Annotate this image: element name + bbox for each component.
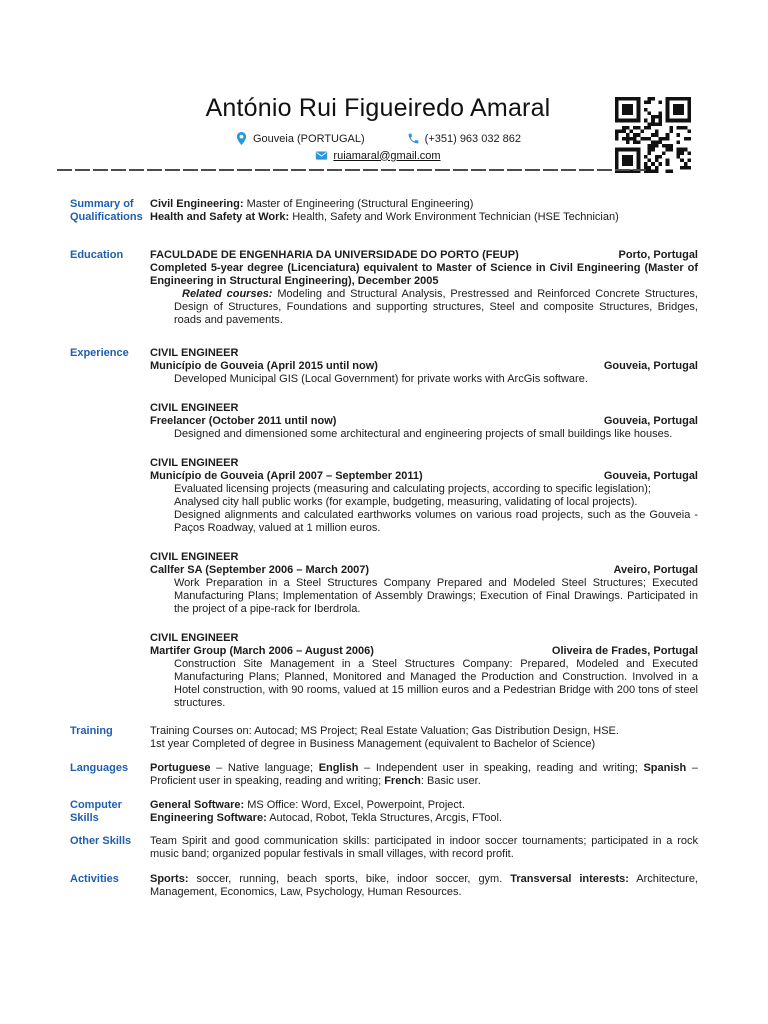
phone-icon: [407, 132, 420, 145]
job-description: Construction Site Management in a Steel Structures Company: Prepared, Modeled and Executed Manufacturing Plans; Planned, Monitored and Managed the Production and Construction. Involved in a Hotel construction, with 90 rooms, valued at 15 million euros and a Pedestrian Bridge with 200 tons of steel structures.: [174, 658, 698, 709]
contact-location: [235, 132, 365, 145]
job-company: Município de Gouveia (April 2007 – September 2011): [150, 470, 423, 482]
school-location: Porto, Portugal: [618, 249, 698, 261]
job-company: Freelancer (October 2011 until now): [150, 415, 337, 427]
section-other-skills: [70, 835, 698, 861]
job-entry: [150, 402, 698, 441]
languages-content: Portuguese – Native language; English – Independent user in speaking, reading and writing; Spanish – Proficient user in speaking, reading and writing; French: Basic user.: [150, 762, 698, 787]
contact-location-text: Gouveia (PORTUGAL): [252, 132, 365, 145]
education-content: [150, 249, 698, 327]
envelope-icon: [315, 149, 328, 162]
job-company: Município de Gouveia (April 2015 until now): [150, 360, 378, 372]
section-label-languages: Languages: [70, 762, 129, 774]
training-line: 1st year Completed of degree in Business Management (equivalent to Bachelor of Science): [150, 738, 596, 750]
job-company: Martifer Group (March 2006 – August 2006): [150, 645, 374, 657]
job-entry: [150, 551, 698, 616]
training-line: Training Courses on: Autocad; MS Project; Real Estate Valuation; Gas Distribution Design, HSE.: [150, 725, 619, 737]
section-training: [70, 725, 698, 751]
activities-content: Sports: soccer, running, beach sports, bike, indoor soccer, gym. Transversal interests: Architecture, Management, Economics, Law, Psychology, Human Resources.: [150, 873, 698, 898]
section-summary: [70, 198, 698, 224]
contact-phone: [407, 132, 521, 145]
qr-code: [615, 97, 691, 173]
related-courses: Related courses: Modeling and Structural Analysis, Prestressed and Reinforced Concrete Structures, Design of Structures, Foundations and supporting structures, Steel and composite Structures, Bridges, roads and pavements.: [174, 288, 698, 326]
job-location: Gouveia, Portugal: [603, 415, 698, 427]
summary-line: Health and Safety at Work: Health, Safety and Work Environment Technician (HSE Technician): [150, 211, 619, 223]
job-title: CIVIL ENGINEER: [150, 402, 239, 414]
job-entry: [150, 632, 698, 710]
job-location: Gouveia, Portugal: [603, 470, 698, 482]
job-description: Designed and dimensioned some architectural and engineering projects of small buildings like houses.: [174, 428, 673, 440]
experience-content: [150, 347, 698, 710]
header-divider: [57, 169, 646, 171]
section-label-other-skills: Other Skills: [70, 835, 132, 847]
job-company-line: [150, 415, 698, 428]
degree-line: Completed 5-year degree (Licenciatura) equivalent to Master of Science in Civil Engineering (Master of Engineering in Structural Engineering), December 2005: [150, 262, 698, 287]
other-skills-content: Team Spirit and good communication skills: participated in indoor soccer tournaments; participated in a rock music band; organized popular festivals in small villages, with record profit.: [150, 835, 698, 860]
section-label-education: Education: [70, 249, 124, 261]
job-description: Developed Municipal GIS (Local Government) for private works with ArcGis software.: [174, 373, 588, 385]
job-description: Work Preparation in a Steel Structures Company Prepared and Modeled Steel Structures; Executed Manufacturing Plans; Implementation of Assembly Drawings; Execution of Final Drawings. Participated in the project of a pipe-rack for Iberdrola.: [174, 577, 698, 615]
job-title: CIVIL ENGINEER: [150, 347, 239, 359]
section-computer-skills: [70, 799, 698, 825]
section-languages: [70, 762, 698, 788]
job-title: CIVIL ENGINEER: [150, 551, 239, 563]
job-location: Aveiro, Portugal: [613, 564, 698, 576]
job-company-line: [150, 470, 698, 483]
education-school-line: [150, 249, 698, 262]
school-name: FACULDADE DE ENGENHARIA DA UNIVERSIDADE DO PORTO (FEUP): [150, 249, 519, 261]
job-description-line: Designed alignments and calculated earthworks volumes on various road projects, such as the Gouveia - Paços Roadway, valued at 1 million euros.: [174, 509, 698, 534]
section-activities: [70, 873, 698, 899]
job-entry: [150, 347, 698, 386]
contact-phone-text: (+351) 963 032 862: [424, 132, 521, 145]
section-label-activities: Activities: [70, 873, 119, 885]
job-title: CIVIL ENGINEER: [150, 632, 239, 644]
computer-skills-content: [150, 799, 698, 825]
resume-body: [70, 198, 698, 899]
section-education: [70, 249, 698, 327]
person-name: António Rui Figueiredo Amaral: [205, 94, 551, 122]
job-entry: [150, 457, 698, 535]
job-title: CIVIL ENGINEER: [150, 457, 239, 469]
section-label-computer-skills: Computer Skills: [70, 799, 122, 824]
job-company-line: [150, 645, 698, 658]
job-company: Callfer SA (September 2006 – March 2007): [150, 564, 370, 576]
job-location: Gouveia, Portugal: [603, 360, 698, 372]
section-label-summary: Summary of Qualifications: [70, 198, 143, 223]
computer-skills-line: General Software: MS Office: Word, Excel, Powerpoint, Project.: [150, 799, 466, 811]
summary-line: Civil Engineering: Master of Engineering (Structural Engineering): [150, 198, 474, 210]
summary-content: [150, 198, 698, 224]
job-description-line: Evaluated licensing projects (measuring and calculating projects, according to specific legislation);: [174, 483, 651, 495]
job-company-line: [150, 564, 698, 577]
job-description-line: Analysed city hall public works (for example, budgeting, measuring, validating of local projects).: [174, 496, 638, 508]
computer-skills-line: Engineering Software: Autocad, Robot, Tekla Structures, Arcgis, FTool.: [150, 812, 502, 824]
section-experience: [70, 347, 698, 710]
email-link[interactable]: ruiamaral@gmail.com: [333, 149, 441, 162]
job-location: Oliveira de Frades, Portugal: [551, 645, 698, 657]
training-content: [150, 725, 698, 751]
section-label-experience: Experience: [70, 347, 129, 359]
map-pin-icon: [235, 132, 248, 145]
job-company-line: [150, 360, 698, 373]
section-label-training: Training: [70, 725, 113, 737]
